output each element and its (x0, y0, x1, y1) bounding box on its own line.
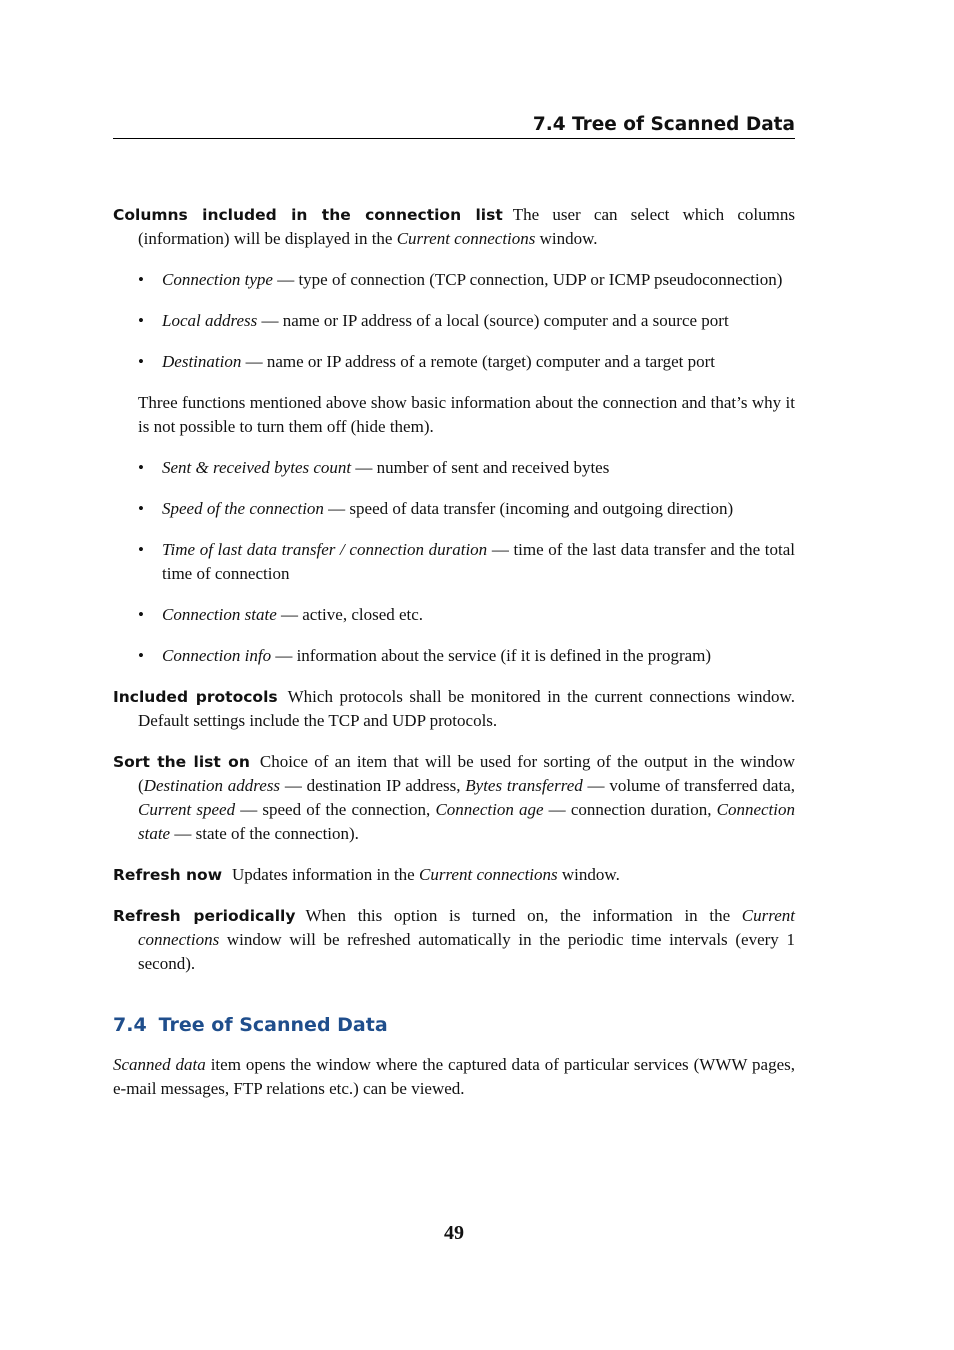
refresh-now-term: Refresh now (113, 866, 223, 884)
list-item-text: — speed of data transfer (incoming and outgoing direction) (323, 499, 734, 518)
columns-text-em: Current connections (396, 229, 536, 248)
sort-option: Connection state (138, 800, 796, 843)
sort-entry (113, 750, 795, 846)
bullet-icon: • (138, 540, 144, 559)
refresh-periodically-entry (113, 904, 795, 976)
section-paragraph-term: Scanned data (113, 1055, 206, 1074)
bullet-icon: • (138, 605, 144, 624)
columns-bullet-list-1 (138, 268, 795, 374)
list-item (138, 497, 795, 521)
columns-middle-paragraph: Three functions mentioned above show basic information about the connection and that’s why it is not possible to turn them off (hide them). (138, 393, 795, 436)
list-item-term: Destination (162, 352, 242, 371)
bullet-icon: • (138, 311, 144, 330)
refresh-periodically-window-name: Current connections (138, 906, 795, 949)
sort-text: — state of the connection). (170, 824, 359, 843)
list-item (138, 350, 795, 374)
protocols-term: Included protocols (113, 688, 278, 706)
columns-text-a: The user can select which columns (information) will be displayed in the (138, 205, 795, 248)
list-item (138, 268, 795, 292)
refresh-periodically-term: Refresh periodically (113, 907, 296, 925)
list-item-text: — name or IP address of a local (source) computer and a source port (257, 311, 729, 330)
page-number: 49 (444, 1222, 464, 1244)
sort-text: — volume of transferred data, (582, 776, 795, 795)
sort-option: Bytes transferred (465, 776, 583, 795)
bullet-icon: • (138, 499, 144, 518)
section-heading (113, 1013, 795, 1037)
refresh-now-window-name: Current connections (418, 865, 558, 884)
protocols-text: Which protocols shall be monitored in the current connections window. Default settings include the TCP and UDP protocols. (138, 687, 795, 730)
sort-text: — speed of the connection, (235, 800, 436, 819)
protocols-entry (113, 685, 795, 733)
list-item-term: Speed of the connection (162, 499, 324, 518)
list-item-text: — name or IP address of a remote (target) computer and a target port (241, 352, 715, 371)
bullet-icon: • (138, 646, 144, 665)
bullet-icon: • (138, 458, 144, 477)
columns-bullet-list-2 (138, 456, 795, 668)
list-item-term: Connection type (162, 270, 273, 289)
refresh-now-text: window. (557, 865, 620, 884)
list-item-text: — number of sent and received bytes (351, 458, 610, 477)
list-item-term: Connection info (162, 646, 272, 665)
list-item (138, 603, 795, 627)
list-item (138, 538, 795, 586)
refresh-now-text: Updates information in the (232, 865, 419, 884)
list-item (138, 309, 795, 333)
columns-term: Columns included in the connection list (113, 206, 503, 224)
sort-option: Connection age (435, 800, 544, 819)
list-item-text: — time of the last data transfer and the total time of connection (162, 540, 795, 583)
section-paragraph (113, 1053, 795, 1101)
list-item-term: Local address (162, 311, 258, 330)
sort-text: — destination IP address, (280, 776, 466, 795)
columns-entry (113, 203, 795, 251)
refresh-periodically-text: When this option is turned on, the information in the (305, 906, 742, 925)
refresh-now-entry (113, 863, 795, 887)
section-paragraph-text: item opens the window where the captured data of particular services (WWW pages, e-mail messages, FTP relations etc.) can be viewed. (113, 1055, 795, 1098)
list-item (138, 456, 795, 480)
sort-text: — connection duration, (543, 800, 717, 819)
list-item-text: — type of connection (TCP connection, UDP or ICMP pseudoconnection) (272, 270, 783, 289)
refresh-periodically-text: window will be refreshed automatically in the periodic time intervals (every 1 second). (138, 930, 795, 973)
list-item-text: — information about the service (if it is defined in the program) (271, 646, 712, 665)
section-title: Tree of Scanned Data (158, 1014, 388, 1036)
list-item-term: Time of last data transfer / connection duration (162, 540, 488, 559)
list-item-term: Connection state (162, 605, 277, 624)
sort-option: Destination address (143, 776, 281, 795)
page-body (113, 203, 795, 1101)
list-item-text: — active, closed etc. (276, 605, 424, 624)
list-item (138, 644, 795, 668)
bullet-icon: • (138, 270, 144, 289)
section-number: 7.4 (113, 1014, 147, 1036)
sort-text: Choice of an item that will be used for sorting of the output in the window ( (138, 752, 795, 795)
sort-option: Current speed (138, 800, 236, 819)
running-header: 7.4 Tree of Scanned Data (113, 114, 795, 139)
list-item-term: Sent & received bytes count (162, 458, 352, 477)
bullet-icon: • (138, 352, 144, 371)
columns-text-b: window. (535, 229, 598, 248)
sort-term: Sort the list on (113, 753, 250, 771)
